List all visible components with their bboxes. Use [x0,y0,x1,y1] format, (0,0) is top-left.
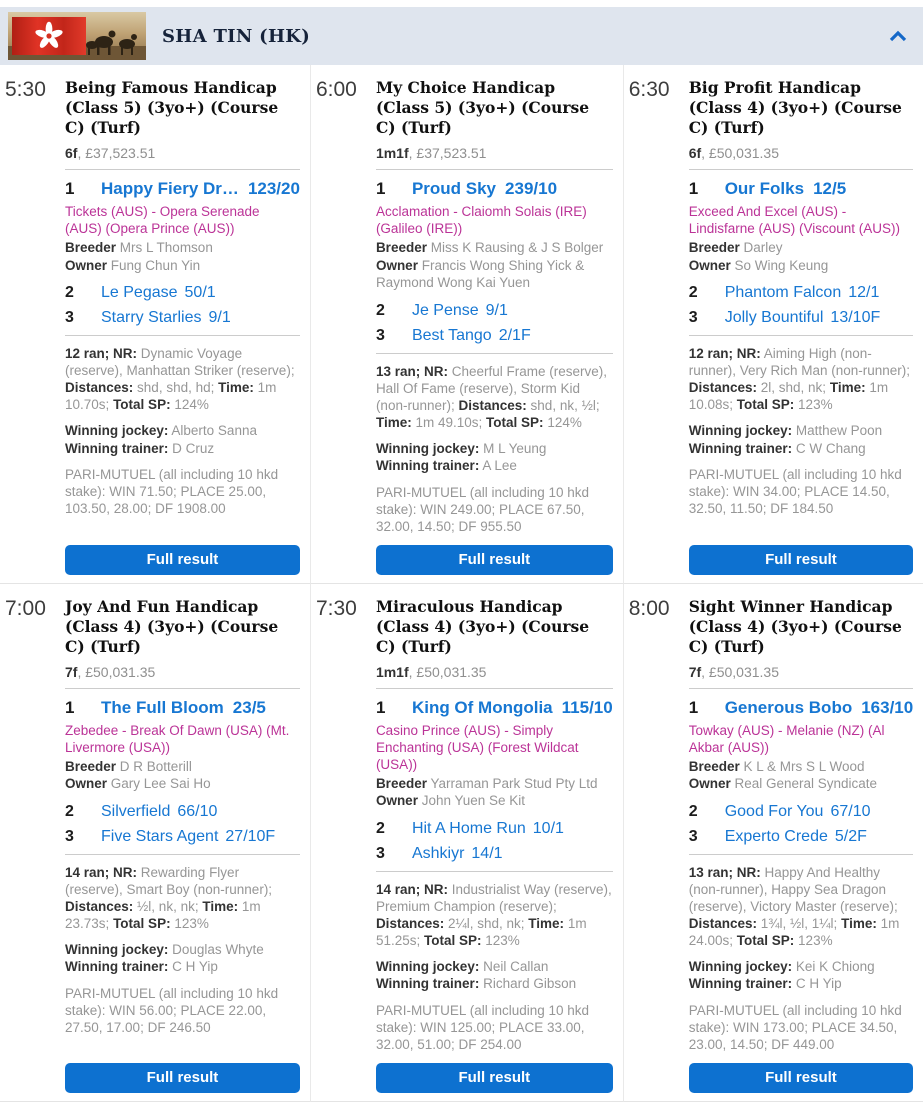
winning-trainer-value: D Cruz [172,440,215,456]
owner-label: Owner [65,776,108,791]
winning-jockey-label: Winning jockey: [688,423,793,438]
divider [376,688,613,689]
winner-row [376,698,613,718]
breeder-line [376,775,613,793]
total-sp-label: Total SP: [113,915,171,931]
winning-jockey-value: Alberto Sanna [171,423,257,438]
pari-mutuel: PARI-MUTUEL (all including 10 hkd stake): WIN 173.00; PLACE 34.50, 23.00, 14.50; DF 449.00 [688,1002,902,1052]
winning-jockey-label: Winning jockey: [688,958,793,974]
placed-horse-link[interactable]: Phantom Falcon [724,284,842,301]
winner-odds[interactable]: 115/10 [561,697,613,717]
winning-trainer-label: Winning trainer: [375,976,480,991]
winning-jockey-value: Matthew Poon [795,423,883,438]
full-result-button[interactable]: Full result [376,1063,613,1093]
time-label: Time: [528,915,565,931]
winner-odds[interactable]: 23/5 [232,697,266,717]
placed-horse-link[interactable]: Le Pegase [101,284,178,301]
winning-jockey-line [376,958,613,976]
winning-jockey-value: Kei K Chiong [795,958,875,974]
ran-nr-label: 13 ran; NR: [688,864,761,880]
meeting-title: SHA TIN (HK) [162,25,311,47]
winner-connections [689,239,914,274]
total-sp-value: 123% [798,397,833,412]
race-body [65,78,302,575]
race-card [311,584,624,1102]
owner-line [65,775,300,793]
winning-jockey-line [689,958,914,976]
winner-row [65,698,300,718]
race-info [376,363,613,431]
race-prize: , £50,031.35 [408,663,487,680]
nr-detail: Industrialist Way (reserve), Premium Champion (reserve); [375,881,612,914]
placed-odds[interactable]: 14/1 [471,844,503,862]
winner-position: 1 [688,697,699,717]
winning-jockey-value: Douglas Whyte [172,941,264,957]
race-time: 8:00 [628,596,670,620]
pari-mutuel: PARI-MUTUEL (all including 10 hkd stake): WIN 56.00; PLACE 22.00, 27.50, 17.00; DF 246.50 [65,985,279,1035]
race-body [689,597,916,1093]
time-value: 1m 24.00s; [688,915,900,948]
breeder-value: Yarraman Park Stud Pty Ltd [430,775,598,791]
placed-horse-link[interactable]: Five Stars Agent [101,827,219,845]
winning-jockey-label: Winning jockey: [375,958,480,974]
time-value: 1m 10.70s; [65,380,277,412]
winner-odds[interactable]: 239/10 [505,179,558,198]
full-result-button[interactable]: Full result [376,545,613,575]
nr-detail: Aiming High (non-runner), Very Rich Man (non-runner); [688,346,911,378]
time-label: Time: [202,898,239,914]
total-sp-label: Total SP: [113,397,171,412]
breeder-label: Breeder [65,240,117,255]
winner-row [376,179,613,199]
distances-value: shd, nk, ½l; [530,397,600,413]
placed-row [376,327,613,345]
breeder-label: Breeder [375,240,427,255]
winner-horse-link[interactable]: Generous Bobo [724,697,853,717]
breeder-line [689,758,914,776]
race-distance: 6f [688,145,702,161]
winner-odds[interactable]: 12/5 [813,179,847,198]
race-distance: 6f [65,145,78,161]
placed-odds[interactable]: 67/10 [830,802,871,820]
winner-breeding: Acclamation - Claiomh Solais (IRE) (Galileo (IRE)) [375,204,587,236]
breeder-line [376,239,613,257]
divider [65,169,300,170]
time-value: 1m 23.73s; [65,898,261,931]
placed-horse-link[interactable]: Experto Crede [724,827,828,845]
distances-value: 2l, shd, nk; [760,380,827,395]
race-info [65,345,300,413]
divider [65,854,300,855]
winner-horse-link[interactable]: The Full Bloom [101,697,224,717]
winning-trainer-line [376,457,613,475]
winning-jockey-value: Neil Callan [483,958,549,974]
breeder-line [689,239,914,257]
placed-row [65,828,300,846]
race-title: Being Famous Handicap (Class 5) (3yo+) (Course C) (Turf) [65,78,279,137]
placed-odds[interactable]: 2/1F [498,326,531,344]
total-sp-value: 123% [174,915,209,931]
placed-horse-link[interactable]: Best Tango [411,326,492,344]
winning-connections [65,941,300,976]
race-distance: 1m1f [375,663,409,680]
winner-breeding: Casino Prince (AUS) - Simply Enchanting (USA) (Forest Wildcat (USA)) [375,722,579,772]
full-result-button[interactable]: Full result [689,545,914,575]
race-info [376,881,613,949]
placed-row [689,828,914,846]
chevron-up-icon[interactable] [889,30,907,42]
winner-breeding: Zebedee - Break Of Dawn (USA) (Mt. Livermore (USA)) [65,722,290,755]
race-distance-prize [65,664,300,680]
race-title: Joy And Fun Handicap (Class 4) (3yo+) (Course C) (Turf) [65,596,279,656]
placed-position: 2 [65,802,74,820]
winning-jockey-label: Winning jockey: [375,440,480,456]
winning-trainer-label: Winning trainer: [65,959,169,974]
placed-horse-link[interactable]: Hit A Home Run [411,819,526,837]
winner-horse-link[interactable]: Happy Fiery Dr… [101,179,239,198]
owner-label: Owner [375,793,418,808]
winning-connections [65,422,300,457]
race-body [689,78,916,575]
breeder-line [65,239,300,257]
placed-position: 3 [688,309,698,326]
total-sp-value: 123% [798,932,833,948]
distances-label: Distances: [688,380,757,395]
total-sp-value: 124% [174,397,209,412]
divider [689,335,914,336]
winning-jockey-line [689,422,914,440]
race-distance-prize [65,145,300,161]
race-prize: , £50,031.35 [701,145,780,161]
placed-odds[interactable]: 10/1 [532,819,564,837]
owner-value: Real General Syndicate [734,776,878,791]
winning-trainer-label: Winning trainer: [688,440,793,456]
full-result-button-wrap [376,1053,613,1093]
race-time: 7:00 [5,596,46,620]
ran-nr-label: 12 ran; NR: [65,346,138,361]
winner-connections [689,758,914,793]
winner-connections [65,239,300,274]
placed-row [65,803,300,821]
breeder-label: Breeder [688,758,740,774]
placed-odds[interactable]: 27/10F [225,827,276,845]
winner-connections [65,758,300,793]
time-value: 1m 49.10s; [415,414,483,430]
winner-position: 1 [375,179,386,198]
owner-line [65,257,300,275]
placed-position: 2 [65,284,74,301]
race-grid [0,65,923,1102]
owner-label: Owner [375,257,418,273]
placed-horse-link[interactable]: Silverfield [101,802,171,820]
ran-nr-label: 13 ran; NR: [375,363,448,379]
winner-position: 1 [375,697,386,717]
race-card [311,65,624,584]
full-result-button[interactable]: Full result [689,1063,914,1093]
distances-label: Distances: [65,380,134,395]
distances-label: Distances: [65,898,134,914]
full-result-button-wrap [65,535,300,575]
breeder-label: Breeder [375,775,427,791]
race-info [689,345,914,413]
race-title: Big Profit Handicap (Class 4) (3yo+) (Course C) (Turf) [688,78,902,137]
owner-line [689,257,914,275]
placed-row [376,845,613,863]
winning-connections [376,958,613,993]
winning-jockey-line [65,941,300,959]
winner-breeding: Exceed And Excel (AUS) - Lindisfarne (AUS) (Viscount (AUS)) [688,204,901,236]
winning-jockey-value: M L Yeung [483,440,547,456]
divider [689,854,914,855]
owner-line [689,775,914,793]
winning-trainer-value: C H Yip [172,959,218,974]
race-body [376,597,615,1093]
winning-trainer-line [376,975,613,993]
distances-value: 2¼l, shd, nk; [447,915,525,931]
race-card [624,65,923,584]
placed-odds[interactable]: 12/1 [848,284,880,301]
race-prize: , £37,523.51 [408,145,487,161]
race-time: 6:00 [315,78,357,101]
winner-horse-link[interactable]: King Of Mongolia [411,697,553,717]
race-info [65,864,300,932]
owner-label: Owner [688,257,731,273]
full-result-button-wrap [689,535,914,575]
race-card [624,584,923,1102]
owner-value: Gary Lee Sai Ho [110,776,211,791]
owner-value: John Yuen Se Kit [421,793,526,808]
race-distance: 7f [688,663,702,680]
divider [65,335,300,336]
winner-breeding: Tickets (AUS) - Opera Serenade (AUS) (Opera Prince (AUS)) [65,204,260,236]
winner-connections [376,239,613,292]
placed-position: 3 [375,844,385,862]
race-title: Sight Winner Handicap (Class 4) (3yo+) (Course C) (Turf) [688,596,902,656]
distances-value: ½l, nk, nk; [137,898,199,914]
winner-horse-link[interactable]: Our Folks [724,179,805,198]
winning-connections [689,422,914,457]
placed-odds[interactable]: 5/2F [834,827,867,845]
race-title: Miraculous Handicap (Class 4) (3yo+) (Course C) (Turf) [375,596,590,656]
race-distance-prize [689,664,914,680]
race-time: 7:30 [315,596,357,620]
winner-row [689,179,914,199]
placed-odds[interactable]: 9/1 [208,309,231,326]
placed-horse-link[interactable]: Jolly Bountiful [724,309,824,326]
placed-row [689,803,914,821]
breeder-value: Darley [743,240,783,255]
winning-jockey-line [376,440,613,458]
placed-position: 3 [65,827,74,845]
placed-position: 3 [65,309,74,326]
winning-trainer-line [65,958,300,976]
winning-trainer-label: Winning trainer: [65,440,169,456]
placed-horse-link[interactable]: Starry Starlies [101,309,202,326]
divider [376,353,613,354]
placed-horse-link[interactable]: Je Pense [411,301,479,319]
ran-nr-label: 14 ran; NR: [375,881,448,897]
placed-horse-link[interactable]: Ashkiyr [411,844,465,862]
race-distance: 1m1f [375,145,409,161]
race-prize: , £50,031.35 [77,663,156,680]
race-info [689,864,914,949]
time-label: Time: [841,915,877,931]
nr-detail: Cheerful Frame (reserve), Hall Of Fame (reserve), Storm Kid (non-runner); [375,363,608,413]
race-body [376,78,615,575]
race-card [0,65,311,584]
full-result-button-wrap [689,1053,914,1093]
total-sp-label: Total SP: [486,414,544,430]
total-sp-value: 123% [485,932,520,948]
distances-value: 1¾l, ½l, 1¼l; [760,915,838,931]
owner-label: Owner [688,776,731,791]
owner-value: So Wing Keung [734,257,829,273]
winner-connections [376,775,613,810]
winner-row [65,179,300,199]
owner-line [376,257,613,292]
placed-position: 2 [375,819,385,837]
nr-detail: Rewarding Flyer (reserve), Smart Boy (non-runner); [65,864,273,897]
race-body [65,597,302,1093]
time-label: Time: [829,380,866,395]
nr-detail: Happy And Healthy (non-runner), Happy Sea Dragon (reserve), Victory Master (reserve); [688,864,898,914]
pari-mutuel: PARI-MUTUEL (all including 10 hkd stake): WIN 249.00; PLACE 67.50, 32.00, 14.50; DF 955.50 [375,484,590,534]
race-distance-prize [376,145,613,161]
winner-position: 1 [65,697,75,717]
winner-odds[interactable]: 163/10 [861,697,914,717]
race-distance-prize [689,145,914,161]
winning-trainer-value: A Lee [482,458,517,473]
winning-jockey-label: Winning jockey: [65,423,169,438]
placed-row [65,309,300,327]
meeting-photo-hk-flag-icon [8,12,146,60]
race-title: My Choice Handicap (Class 5) (3yo+) (Course C) (Turf) [375,78,590,137]
placed-odds[interactable]: 9/1 [485,301,508,319]
winning-jockey-label: Winning jockey: [65,941,169,957]
placed-odds[interactable]: 13/10F [830,309,881,326]
time-value: 1m 10.08s; [688,380,889,412]
winning-trainer-value: Richard Gibson [483,976,577,991]
distances-label: Distances: [458,397,527,413]
total-sp-label: Total SP: [736,397,795,412]
pari-mutuel: PARI-MUTUEL (all including 10 hkd stake): WIN 125.00; PLACE 33.00, 32.00, 51.00; DF 254.00 [375,1002,590,1052]
ran-nr-label: 14 ran; NR: [65,864,138,880]
placed-position: 2 [688,284,698,301]
placed-row [689,309,914,327]
distances-label: Distances: [688,915,757,931]
divider [689,688,914,689]
winning-connections [376,440,613,475]
placed-row [376,302,613,320]
placed-position: 3 [375,326,385,344]
winner-position: 1 [65,179,75,198]
pari-mutuel: PARI-MUTUEL (all including 10 hkd stake): WIN 71.50; PLACE 25.00, 103.50, 28.00; DF 1908.00 [65,467,279,516]
race-distance-prize [376,664,613,680]
nr-detail: Dynamic Voyage (reserve), Manhattan Striker (reserve); [65,346,295,378]
placed-odds[interactable]: 66/10 [177,802,218,820]
winner-breeding: Towkay (AUS) - Melanie (NZ) (Al Akbar (AUS)) [688,722,885,755]
breeder-value: D R Botterill [119,758,192,774]
owner-value: Francis Wong Shing Yick & Raymond Wong Kai Yuen [375,257,585,290]
total-sp-value: 124% [547,414,582,430]
winner-horse-link[interactable]: Proud Sky [411,179,497,198]
breeder-label: Breeder [65,758,117,774]
breeder-value: Mrs L Thomson [119,240,213,255]
owner-value: Fung Chun Yin [110,257,201,273]
race-time: 6:30 [628,78,670,101]
winning-jockey-line [65,422,300,440]
placed-row [689,284,914,302]
time-value: 1m 51.25s; [375,915,587,948]
divider [689,169,914,170]
placed-odds[interactable]: 50/1 [184,284,216,301]
winner-odds[interactable]: 123/20 [247,179,300,198]
distances-value: shd, shd, hd; [137,380,215,395]
breeder-value: K L & Mrs S L Wood [743,758,865,774]
winning-trainer-value: C W Chang [795,440,866,456]
race-card [0,584,311,1102]
winning-trainer-value: C H Yip [795,976,842,991]
distances-label: Distances: [375,915,445,931]
owner-label: Owner [65,257,108,273]
winning-trainer-line [65,440,300,458]
total-sp-label: Total SP: [424,932,482,948]
winning-trainer-label: Winning trainer: [688,976,793,991]
placed-row [376,820,613,838]
full-result-button-wrap [376,535,613,575]
winning-trainer-line [689,440,914,458]
total-sp-label: Total SP: [736,932,795,948]
meeting-header[interactable] [0,7,923,65]
placed-position: 2 [375,301,385,319]
placed-horse-link[interactable]: Good For You [724,802,824,820]
placed-position: 3 [688,827,698,845]
winner-position: 1 [688,179,699,198]
owner-line [376,792,613,810]
winning-trainer-label: Winning trainer: [375,458,480,473]
breeder-label: Breeder [688,240,740,255]
winning-trainer-line [689,975,914,993]
divider [65,688,300,689]
full-result-button[interactable]: Full result [65,545,300,575]
divider [376,871,613,872]
ran-nr-label: 12 ran; NR: [688,346,761,361]
time-label: Time: [375,414,412,430]
full-result-button-wrap [65,1053,300,1093]
race-time: 5:30 [5,78,46,101]
breeder-value: Miss K Rausing & J S Bolger [430,240,604,255]
full-result-button[interactable]: Full result [65,1063,300,1093]
race-prize: , £37,523.51 [77,145,156,161]
race-prize: , £50,031.35 [701,663,780,680]
winning-connections [689,958,914,993]
breeder-line [65,758,300,776]
time-label: Time: [218,380,254,395]
race-distance: 7f [65,663,78,680]
pari-mutuel: PARI-MUTUEL (all including 10 hkd stake): WIN 34.00; PLACE 14.50, 32.50, 11.50; DF 184.50 [688,467,902,516]
placed-row [65,284,300,302]
divider [376,169,613,170]
placed-position: 2 [688,802,698,820]
winner-row [689,698,914,718]
